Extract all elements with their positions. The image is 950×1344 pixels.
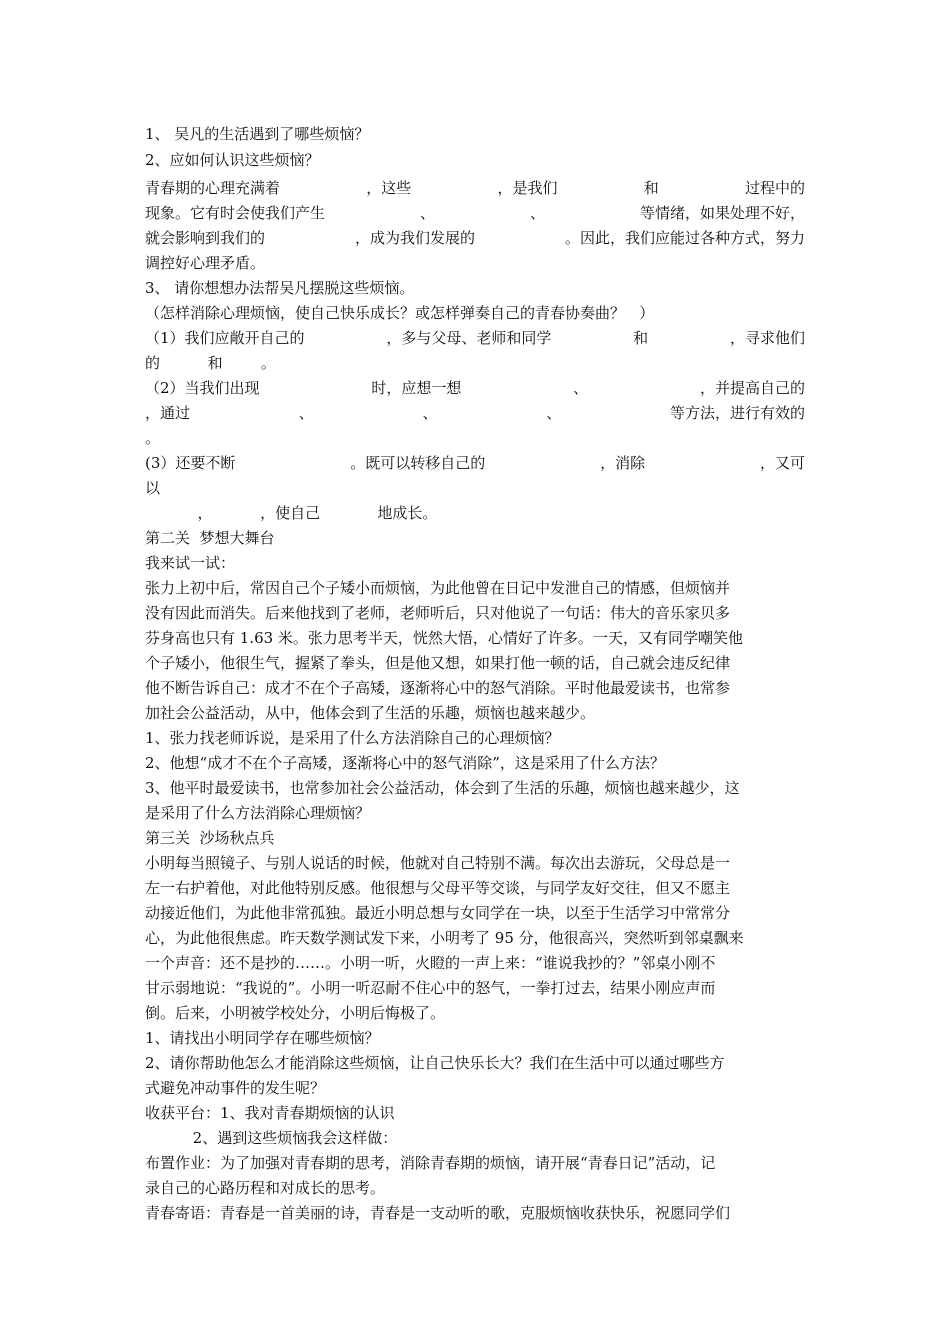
text-line bbox=[145, 228, 805, 248]
text-line bbox=[145, 878, 805, 898]
text-line bbox=[145, 853, 805, 873]
text-line: 加社会公益活动，从中，他体会到了生活的乐趣，烦恼也越来越少。 bbox=[145, 704, 596, 722]
text-line: 是采用了什么方法消除心理烦恼？ bbox=[145, 804, 371, 822]
text-segment: 、 bbox=[419, 204, 435, 222]
text-segment: 就会影响到我们的 bbox=[145, 229, 266, 247]
text-segment: （1）我们应敞开自己的 bbox=[145, 329, 305, 347]
text-line: 1、 吴凡的生活遇到了哪些烦恼？ bbox=[145, 125, 370, 143]
text-line: 的 和 。 bbox=[145, 354, 276, 372]
text-line bbox=[145, 403, 805, 423]
text-line bbox=[145, 1203, 805, 1223]
text-segment: 过程中的 bbox=[744, 179, 805, 197]
text-line bbox=[145, 378, 805, 398]
text-segment: 等情绪，如果处理不好， bbox=[639, 204, 805, 222]
text-line: 3、 请你想想办法帮吴凡摆脱这些烦恼。 bbox=[145, 279, 415, 297]
text-line bbox=[145, 203, 805, 223]
text-segment: 、 bbox=[573, 379, 589, 397]
text-segment: ，并提高自己的 bbox=[699, 379, 805, 397]
text-line bbox=[145, 903, 805, 923]
text-line: 。 bbox=[145, 429, 161, 447]
text-segment: 、 bbox=[298, 404, 314, 422]
text-line bbox=[145, 178, 805, 198]
text-segment: 青春期的心理充满着 bbox=[145, 179, 281, 197]
text-segment: 时，应想一想 bbox=[371, 379, 462, 397]
text-line bbox=[145, 928, 805, 948]
text-line: 1、张力找老师诉说，是采用了什么方法消除自己的心理烦恼？ bbox=[145, 729, 560, 747]
text-line: 1、请找出小明同学存在哪些烦恼？ bbox=[145, 1029, 380, 1047]
text-segment: （2）当我们出现 bbox=[145, 379, 260, 397]
text-line: 2、应如何认识这些烦恼？ bbox=[145, 151, 320, 169]
text-line: 2、遇到这些烦恼我会这样做： bbox=[145, 1129, 398, 1147]
text-segment: ，寻求他们 bbox=[729, 329, 805, 347]
text-line bbox=[145, 328, 805, 348]
text-segment: 他不断告诉自己：成才不在个子高矮，逐渐将心中的怒气消除。平时他最爱读书，也常参 bbox=[145, 679, 731, 697]
text-line bbox=[145, 453, 805, 473]
text-line: 录自己的心路历程和对成长的思考。 bbox=[145, 1179, 386, 1197]
text-line: 第三关 沙场秋点兵 bbox=[145, 829, 275, 847]
text-segment: ，又可 bbox=[759, 454, 805, 472]
text-line bbox=[145, 578, 805, 598]
text-line: 我来试一试： bbox=[145, 554, 236, 572]
text-line bbox=[145, 628, 805, 648]
text-line bbox=[145, 1153, 805, 1173]
text-line bbox=[145, 1053, 805, 1073]
text-segment: 和 bbox=[643, 179, 659, 197]
text-line: 倒。后来，小明被学校处分，小明后悔极了。 bbox=[145, 1004, 446, 1022]
text-line: 第二关 梦想大舞台 bbox=[145, 529, 275, 547]
text-segment: (3）还要不断 bbox=[145, 454, 236, 472]
text-segment: 和 bbox=[633, 329, 649, 347]
text-segment: 3、他平时最爱读书，也常参加社会公益活动，体会到了生活的乐趣，烦恼也越来越少，这 bbox=[145, 779, 740, 797]
text-line: 式避免冲动事件的发生呢？ bbox=[145, 1079, 326, 1097]
text-segment: 青春寄语：青春是一首美丽的诗，青春是一支动听的歌，克服烦恼收获快乐，祝愿同学们 bbox=[145, 1204, 731, 1222]
text-segment: 、 bbox=[422, 404, 438, 422]
text-segment: 张力上初中后，常因自己个子矮小而烦恼，为此他曾在日记中发泄自己的情感，但烦恼并 bbox=[145, 579, 731, 597]
text-segment: 一个声音：还不是抄的……。小明一听，火瞪的一声上来：“谁说我抄的？”邻桌小刚不 bbox=[145, 954, 716, 972]
text-line bbox=[145, 603, 805, 623]
text-segment: 心，为此他很焦虑。昨天数学测试发下来，小明考了 95 分，他很高兴，突然听到邻桌飘来 bbox=[145, 929, 744, 947]
text-segment: ，这些 bbox=[366, 179, 412, 197]
text-segment: 芬身高也只有 1.63 米。张力思考半天，恍然大悟，心情好了许多。一天，又有同学嘲笑他 bbox=[145, 629, 743, 647]
text-line: 调控好心理矛盾。 bbox=[145, 254, 266, 272]
text-line: ， ，使自己 地成长。 bbox=[145, 504, 438, 522]
text-segment: 现象。它有时会使我们产生 bbox=[145, 204, 326, 222]
text-line bbox=[145, 778, 805, 798]
text-segment: 、 bbox=[529, 204, 545, 222]
text-segment: 小明每当照镜子、与别人说话的时候，他就对自己特别不满。每次出去游玩，父母总是一 bbox=[145, 854, 731, 872]
text-segment: 左一右护着他，对此他特别反感。他很想与父母平等交谈，与同学友好交往，但又不愿主 bbox=[145, 879, 731, 897]
text-line bbox=[145, 678, 805, 698]
text-segment: ，成为我们发展的 bbox=[354, 229, 475, 247]
text-line bbox=[145, 978, 805, 998]
text-segment: ，消除 bbox=[600, 454, 646, 472]
text-line: 2、他想“成才不在个子高矮，逐渐将心中的怒气消除”，这是采用了什么方法？ bbox=[145, 754, 665, 772]
text-segment: 。既可以转移自己的 bbox=[350, 454, 486, 472]
text-segment: 没有因此而消失。后来他找到了老师，老师听后，只对他说了一句话：伟大的音乐家贝多 bbox=[145, 604, 731, 622]
text-segment: 、 bbox=[546, 404, 562, 422]
text-segment: 2、请你帮助他怎么才能消除这些烦恼，让自己快乐长大？我们在生活中可以通过哪些方 bbox=[145, 1054, 725, 1072]
text-segment: ，是我们 bbox=[497, 179, 558, 197]
text-segment: 等方法，进行有效的 bbox=[669, 404, 805, 422]
text-line: 收获平台：1、我对青春期烦恼的认识 bbox=[145, 1104, 395, 1122]
text-line bbox=[145, 953, 805, 973]
text-segment: 个子矮小，他很生气，握紧了拳头，但是他又想，如果打他一顿的话，自己就会违反纪律 bbox=[145, 654, 731, 672]
text-segment: 动接近他们，为此他非常孤独。最近小明总想与女同学在一块，以至于生活学习中常常分 bbox=[145, 904, 731, 922]
text-segment: 甘示弱地说：“我说的”。小明一听忍耐不住心中的怒气，一拳打过去，结果小刚应声而 bbox=[145, 979, 716, 997]
text-segment: 布置作业：为了加强对青春期的思考，消除青春期的烦恼，请开展“青春日记”活动，记 bbox=[145, 1154, 716, 1172]
text-segment: ，通过 bbox=[145, 404, 191, 422]
text-segment: 。因此，我们应能过各种方式，努力 bbox=[564, 229, 805, 247]
text-line: 以 bbox=[145, 479, 161, 497]
text-segment: ，多与父母、老师和同学 bbox=[386, 329, 552, 347]
text-line bbox=[145, 653, 805, 673]
text-line: （怎样消除心理烦恼，使自己快乐成长？或怎样弹奏自己的青春协奏曲？ ） bbox=[145, 304, 655, 322]
